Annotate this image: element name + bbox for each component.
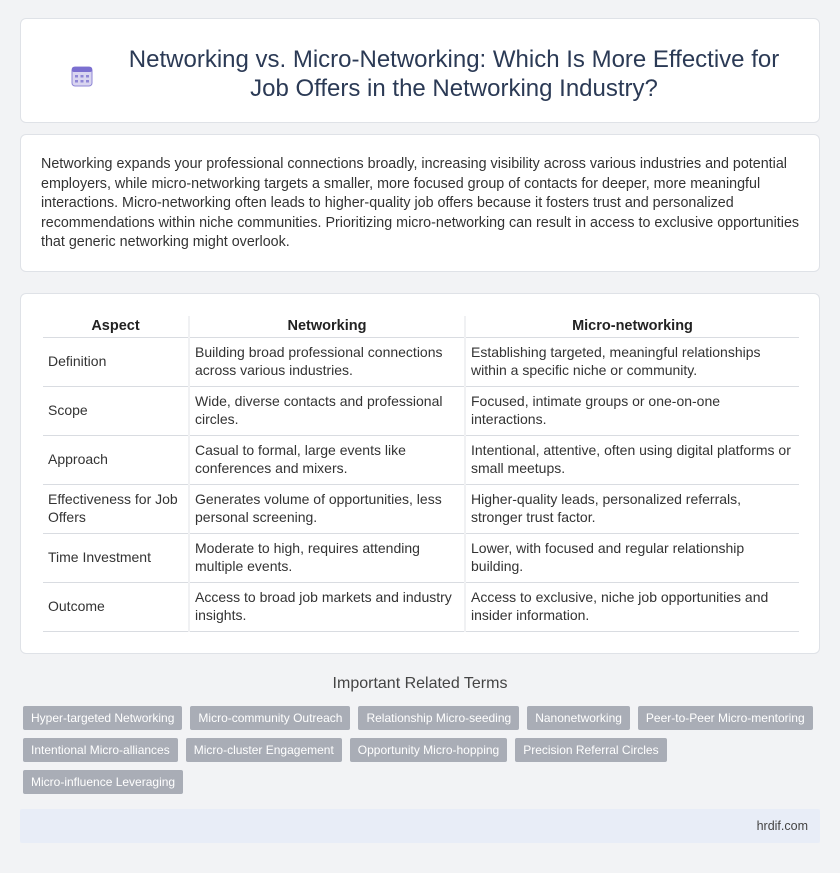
intro-text: Networking expands your professional connections broadly, increasing visibility across various industries and potential employers, while micro-networking targets a smaller, more focused group of contacts for deeper, more meaningful interactions. Micro-networking often leads to higher-quality job offers because it fosters trust and personalized recommendations within niche communities. Prioritizing micro-networking can result in access to exclusive opportunities that generic networking might overlook.: [41, 156, 800, 250]
aspect-cell: Outcome: [43, 582, 189, 631]
aspect-cell: Definition: [43, 337, 189, 386]
networking-cell: Moderate to high, requires attending multiple events.: [189, 533, 465, 582]
table-row: [43, 435, 799, 484]
related-term-tag[interactable]: Micro-influence Leveraging: [23, 770, 183, 794]
related-term-tag[interactable]: Hyper-targeted Networking: [23, 706, 182, 730]
footer: [20, 809, 820, 843]
aspect-cell: Approach: [43, 435, 189, 484]
aspect-cell: Effectiveness for Job Offers: [43, 484, 189, 533]
header-aspect: Aspect: [43, 316, 189, 337]
header-micro-networking: Micro-networking: [465, 316, 799, 337]
header-networking: Networking: [189, 316, 465, 337]
related-terms-list: [23, 706, 823, 794]
networking-cell: Casual to formal, large events like conferences and mixers.: [189, 435, 465, 484]
comparison-table: [43, 316, 799, 632]
page-title: Networking vs. Micro-Networking: Which Is More Effective for Job Offers in the Networking Industry?: [128, 46, 780, 102]
table-row: [43, 582, 799, 631]
table-row: [43, 337, 799, 386]
networking-cell: Access to broad job markets and industry insights.: [189, 582, 465, 631]
aspect-cell: Scope: [43, 386, 189, 435]
table-card: [20, 293, 820, 654]
micro-networking-cell: Higher-quality leads, personalized referrals, stronger trust factor.: [465, 484, 799, 533]
micro-networking-cell: Establishing targeted, meaningful relationships within a specific niche or community.: [465, 337, 799, 386]
related-term-tag[interactable]: Micro-community Outreach: [190, 706, 350, 730]
networking-cell: Wide, diverse contacts and professional circles.: [189, 386, 465, 435]
table-row: [43, 533, 799, 582]
micro-networking-cell: Lower, with focused and regular relationship building.: [465, 533, 799, 582]
micro-networking-cell: Access to exclusive, niche job opportunities and insider information.: [465, 582, 799, 631]
related-term-tag[interactable]: Nanonetworking: [527, 706, 630, 730]
networking-cell: Generates volume of opportunities, less personal screening.: [189, 484, 465, 533]
networking-cell: Building broad professional connections across various industries.: [189, 337, 465, 386]
related-term-tag[interactable]: Precision Referral Circles: [515, 738, 666, 762]
title-card: [20, 18, 820, 123]
micro-networking-cell: Focused, intimate groups or one-on-one interactions.: [465, 386, 799, 435]
related-term-tag[interactable]: Intentional Micro-alliances: [23, 738, 178, 762]
related-term-tag[interactable]: Micro-cluster Engagement: [186, 738, 342, 762]
related-term-tag[interactable]: Relationship Micro-seeding: [358, 706, 519, 730]
table-header-row: [43, 316, 799, 337]
related-terms-heading: Important Related Terms: [332, 675, 508, 692]
related-term-tag[interactable]: Peer-to-Peer Micro-mentoring: [638, 706, 813, 730]
table-row: [43, 386, 799, 435]
table-row: [43, 484, 799, 533]
intro-card: [20, 134, 820, 272]
aspect-cell: Time Investment: [43, 533, 189, 582]
footer-site-link[interactable]: hrdif.com: [756, 819, 808, 833]
micro-networking-cell: Intentional, attentive, often using digital platforms or small meetups.: [465, 435, 799, 484]
related-term-tag[interactable]: Opportunity Micro-hopping: [350, 738, 507, 762]
